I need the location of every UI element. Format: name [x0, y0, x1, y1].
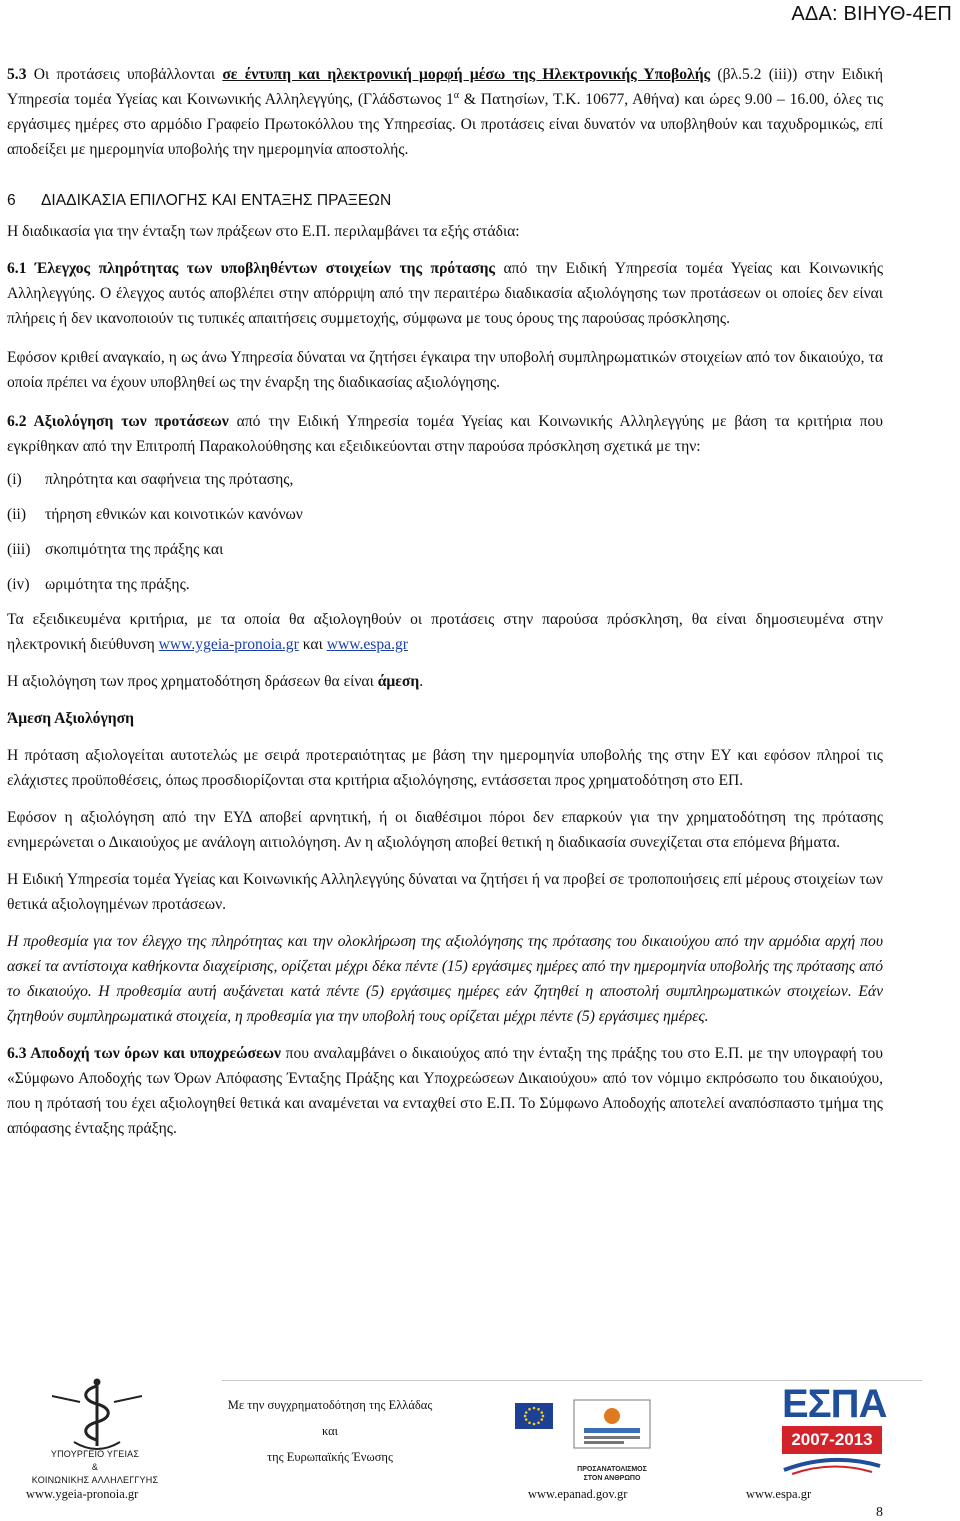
- section-6-1: [7, 256, 883, 331]
- text-span: και: [298, 636, 327, 653]
- criteria-paragraph: [7, 607, 883, 657]
- text-span: (βλ.5.2 (iii)) στην Ειδική Υπηρεσία τομέα Υγείας και Κοινωνικής Αλληλεγγύης, (Γλάδστωνος 1: [7, 66, 883, 108]
- section-6-intro: Η διαδικασία για την ένταξη των πράξεων στο Ε.Π. περιλαμβάνει τα εξής στάδια:: [7, 223, 520, 240]
- text-span: από την Ειδική Υπηρεσία τομέα Υγείας και Κοινωνικής Αλληλεγγύης με βάση τα κριτήρια που εγκρίθηκαν από την Επιτροπή Παρακολούθησης και εξειδικεύονται στην παρούσα πρόσκληση σχετικά με την:: [7, 413, 883, 455]
- document-body: [7, 62, 883, 1141]
- superscript: α: [453, 89, 459, 101]
- cofunding-statement: [205, 1392, 455, 1470]
- cofund-line: και: [321, 1424, 339, 1438]
- list-item: [7, 467, 883, 492]
- section-6-3-title: 6.3 Αποδοχή των όρων και υποχρεώσεων: [7, 1045, 282, 1062]
- list-item: [7, 537, 883, 562]
- list-item: [7, 502, 883, 527]
- emphasis-direct: άμεση: [377, 673, 420, 690]
- text-span: Τα εξειδικευμένα κριτήρια, με τα οποία θα αξιολογηθούν οι προτάσεις στην παρούσα πρόσκληση, θα είναι δημοσιευμένα στην ηλεκτρονική διεύθυνση: [7, 611, 883, 653]
- epanad-logo: [572, 1398, 652, 1486]
- section-6-heading: [7, 188, 883, 213]
- text-span: .: [419, 673, 424, 690]
- list-item: [7, 572, 883, 597]
- section-title: ΔΙΑΔΙΚΑΣΙΑ ΕΠΙΛΟΓΗΣ ΚΑΙ ΕΝΤΑΞΗΣ ΠΡΑΞΕΩΝ: [41, 192, 392, 209]
- text-span: Οι προτάσεις υποβάλλονται: [26, 66, 223, 83]
- ygeia-pronoia-link[interactable]: www.ygeia-pronoia.gr: [158, 636, 299, 653]
- section-number: 6: [7, 192, 16, 209]
- direct-evaluation-heading: Άμεση Αξιολόγηση: [7, 710, 134, 727]
- section-number: 5.3: [7, 66, 27, 83]
- section-5-3: [7, 62, 883, 162]
- text-span: & Πατησίων, Τ.Κ. 10677, Αθήνα) και ώρες 9.00 – 16.00, όλες τις εργάσιμες ημέρες στο αρμόδιο Γραφείο Πρωτοκόλλου της Υπηρεσίας. Οι προτάσεις είναι δυνατόν να υποβληθούν και ταχυδρομικώς, επί αποδείξει με ημερομηνία υποβολής την ημερομηνία αποστολής.: [7, 91, 883, 158]
- espa-years: 2007-2013: [791, 1430, 873, 1449]
- footer-divider: [222, 1380, 922, 1381]
- section-6-2-title: 6.2 Αξιολόγηση των προτάσεων: [7, 413, 229, 430]
- page-number: 8: [876, 1505, 883, 1520]
- list-text: πληρότητα και σαφήνεια της πρότασης,: [45, 471, 294, 488]
- section-6-2: [7, 409, 883, 459]
- direct-evaluation-sentence: [7, 669, 883, 694]
- ministry-line: ΚΟΙΝΩΝΙΚΗΣ ΑΛΛΗΛΕΓΓΥΗΣ: [31, 1475, 159, 1485]
- deadline-paragraph: Η προθεσμία για τον έλεγχο της πληρότητας και την ολοκλήρωση της αξιολόγησης της πρότασης του δικαιούχου από την αρμόδια αρχή που ασκεί τα αντίστοιχα καθήκοντα διαχείρισης, ορίζεται μέχρι δέκα πέντε (15) εργάσιμες ημέρες από την ημερομηνία υποβολής της πρότασης από το δικαιούχο. Η προθεσμία αυτή αυξάνεται κατά πέντε (5) εργάσιμες ημέρες εάν ζητηθεί η αποστολή συμπληρωματικών στοιχείων. Εάν ζητηθούν συμπληρωματικά στοιχεία, η προθεσμία για την υποβολή τους ορίζεται μέχρι πέντε (5) εργάσιμες ημέρες.: [7, 933, 883, 1025]
- list-marker: (iv): [7, 576, 30, 593]
- epanad-caption: ΠΡΟΣΑΝΑΤΟΛΙΣΜΟΣ ΣΤΟΝ ΑΝΘΡΩΠΟ: [577, 1466, 647, 1482]
- cofund-line: της Ευρωπαϊκής Ένωσης: [267, 1450, 393, 1464]
- criteria-list: [7, 467, 883, 597]
- footer-url-ygeia[interactable]: www.ygeia-pronoia.gr: [26, 1487, 139, 1501]
- emphasis-submission: σε έντυπη και ηλεκτρονική μορφή μέσω της Ηλεκτρονικής Υποβολής: [222, 66, 711, 83]
- list-marker: (ii): [7, 506, 27, 523]
- espa-years-banner: [782, 1426, 882, 1454]
- section-6-1-title: 6.1 Έλεγχος πληρότητας των υποβληθέντων στοιχείων της πρότασης: [7, 260, 496, 277]
- espa-swoosh-icon: [782, 1454, 882, 1476]
- text-span: Η αξιολόγηση των προς χρηματοδότηση δράσεων θα είναι: [7, 673, 378, 690]
- cofund-line: Με την συγχρηματοδότηση της Ελλάδας: [227, 1398, 433, 1412]
- direct-evaluation-p3: Η Ειδική Υπηρεσία τομέα Υγείας και Κοινωνικής Αλληλεγγύης δύναται να ζητήσει ή να προβεί σε τροποποιήσεις επί μέρους στοιχείων των θετικά αξιολογημένων προτάσεων.: [7, 871, 883, 913]
- list-text: σκοπιμότητα της πράξης και: [45, 541, 224, 558]
- ministry-line: ΥΠΟΥΡΓΕΙΟ ΥΓΕΙΑΣ: [50, 1449, 140, 1459]
- ministry-name: [10, 1448, 180, 1487]
- eu-flag-icon: [515, 1403, 553, 1429]
- section-6-3: [7, 1041, 883, 1141]
- list-marker: (iii): [7, 541, 31, 558]
- ada-code: ΑΔΑ: ΒΙΗΥΘ-4ΕΠ: [791, 3, 952, 25]
- espa-wordmark: ΕΣΠΑ: [782, 1382, 887, 1426]
- list-text: ωριμότητα της πράξης.: [45, 576, 190, 593]
- epanad-graphic-icon: [572, 1398, 652, 1458]
- direct-evaluation-p1: Η πρόταση αξιολογείται αυτοτελώς με σειρά προτεραιότητας με βάση την ημερομηνία υποβολής της στην ΕΥ και εφόσον πληροί τις ελάχιστες προϋποθέσεις, όπως προσδιορίζονται στα κριτήρια αξιολόγησης, εντάσσεται προς χρηματοδότηση στο ΕΠ.: [7, 747, 883, 789]
- ministry-line: &: [91, 1462, 99, 1472]
- section-6-1-paragraph-2: Εφόσον κριθεί αναγκαίο, η ως άνω Υπηρεσία δύναται να ζητήσει έγκαιρα την υποβολή συμπληρωματικών στοιχείων από τον δικαιούχο, τα οποία πρέπει να έχουν υποβληθεί ως την έναρξη της διαδικασίας αξιολόγησης.: [7, 349, 883, 391]
- espa-logo: [782, 1382, 887, 1482]
- espa-link[interactable]: www.espa.gr: [326, 636, 408, 653]
- footer-url-espa[interactable]: www.espa.gr: [746, 1487, 812, 1501]
- text-span: από την Ειδική Υπηρεσία τομέα Υγείας και Κοινωνικής Αλληλεγγύης. Ο έλεγχος αυτός αποβλέπει στην απόρριψη από την περαιτέρω διαδικασία αξιολόγησης των προτάσεων οι οποίες δεν είναι πλήρεις ή δεν ικανοποιούν τις τυπικές απαιτήσεις συμμετοχής, σύμφωνα με τους όρους της παρούσας πρόσκλησης.: [7, 260, 883, 327]
- footer-url-epanad[interactable]: www.epanad.gov.gr: [528, 1487, 628, 1501]
- text-span: που αναλαμβάνει ο δικαιούχος από την ένταξη της πράξης του στο Ε.Π. με την υπογραφή του «Σύμφωνο Αποδοχής των Όρων Απόφασης Ένταξης Πράξης και Υποχρεώσεων Δικαιούχου» από τον νόμιμο εκπρόσωπο του δικαιούχου, που η πρότασή του έχει αξιολογηθεί θετικά και αναμένεται να ενταχθεί στο Ε.Π. Το Σύμφωνο Αποδοχής αποτελεί αναπόσπαστο τμήμα της απόφασης ένταξης πράξης.: [7, 1045, 884, 1137]
- list-marker: (i): [7, 471, 22, 488]
- list-text: τήρηση εθνικών και κοινοτικών κανόνων: [45, 506, 303, 523]
- direct-evaluation-p2: Εφόσον η αξιολόγηση από την ΕΥΔ αποβεί αρνητική, ή οι διαθέσιμοι πόροι δεν επαρκούν για την χρηματοδότηση της πρότασης ενημερώνεται ο Δικαιούχος με ανάλογη αιτιολόγηση. Αν η αξιολόγηση αποβεί θετική η διαδικασία συνεχίζεται στα επόμενα βήματα.: [7, 809, 883, 851]
